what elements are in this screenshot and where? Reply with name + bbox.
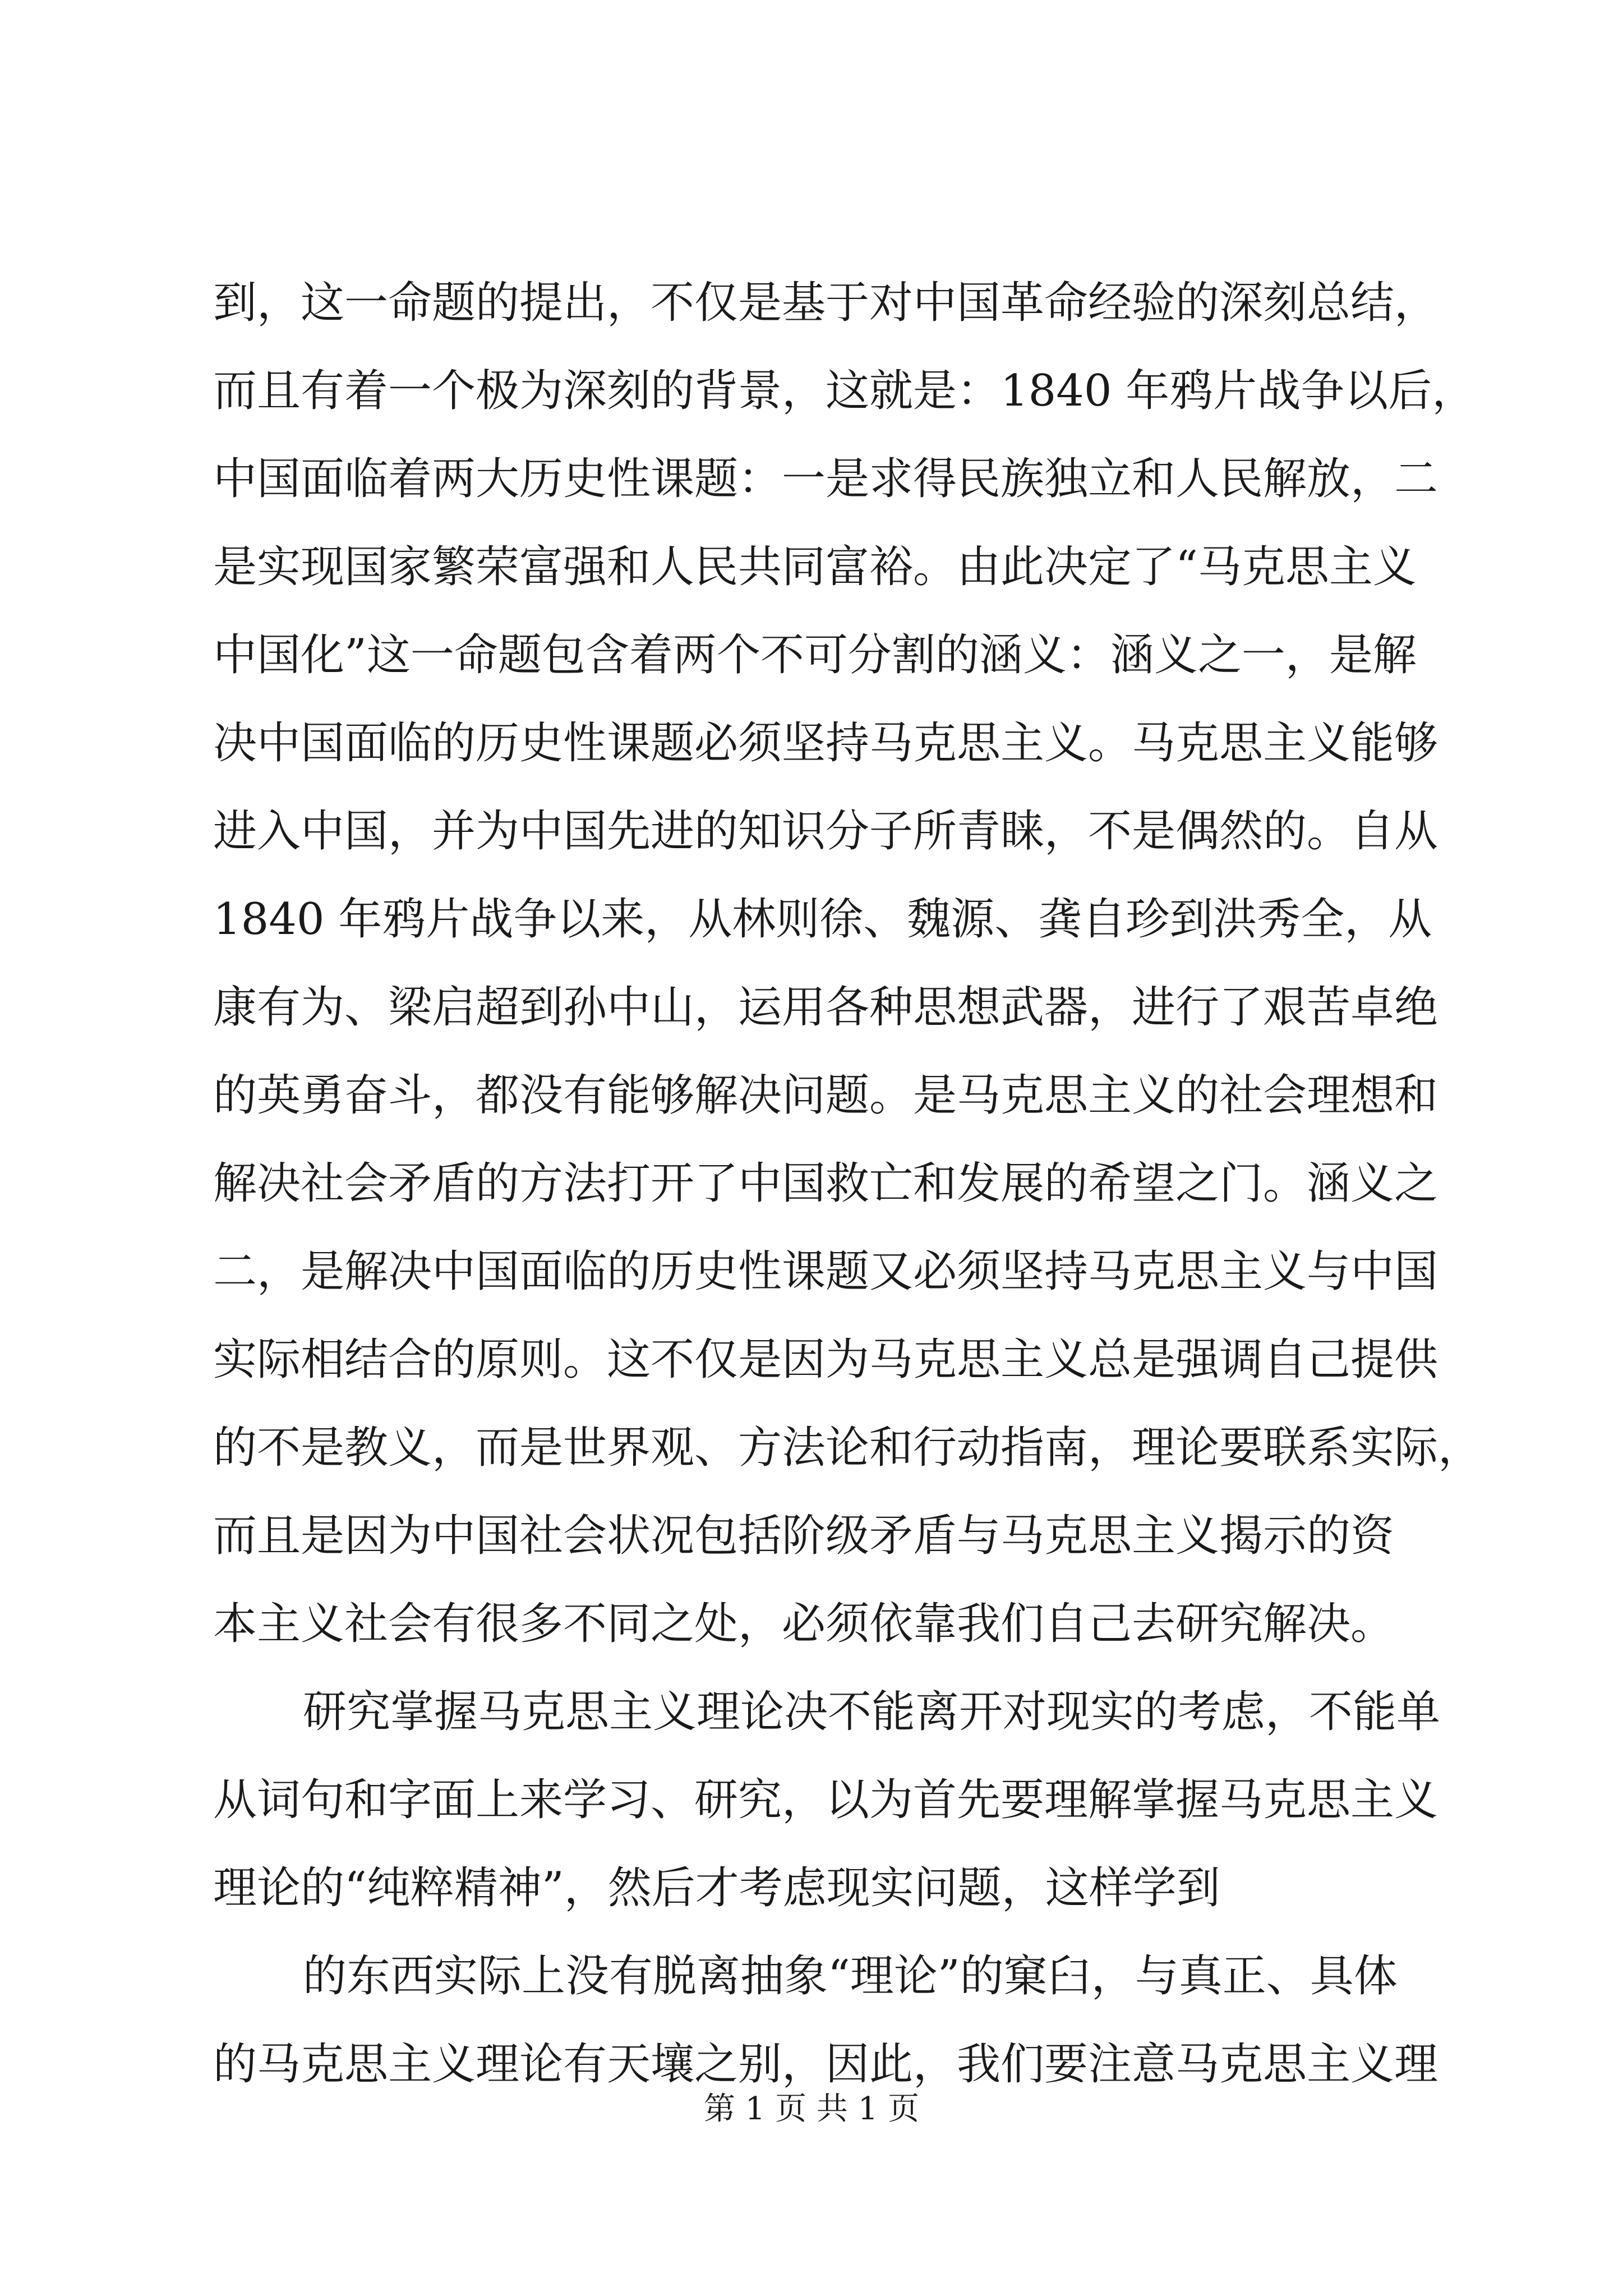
text-line: 理论的“纯粹精神”，然后才考虑现实问题，这样学到: [213, 1863, 1220, 1913]
text-line: 康有为、梁启超到孙中山，运用各种思想武器，进行了艰苦卓绝: [213, 982, 1438, 1033]
text-line: 到，这一命题的提出，不仅是基于对中国革命经验的深刻总结，: [213, 278, 1438, 328]
text-line: 而且有着一个极为深刻的背景，这就是：1840 年鸦片战争以后，: [213, 366, 1476, 416]
paragraph-first-line: 的东西实际上没有脱离抽象“理论”的窠臼，与真正、具体: [303, 1951, 1398, 2001]
text-line: 1840 年鸦片战争以来，从林则徐、魏源、龚自珍到洪秀全，从: [213, 894, 1432, 945]
paragraph-first-line: 研究掌握马克思主义理论决不能离开对现实的考虑，不能单: [303, 1687, 1441, 1737]
text-line: 决中国面临的历史性课题必须坚持马克思主义。马克思主义能够: [213, 718, 1438, 769]
text-line: 二，是解决中国面临的历史性课题又必须坚持马克思主义与中国: [213, 1246, 1438, 1297]
text-line: 本主义社会有很多不同之处，必须依靠我们自己去研究解决。: [213, 1599, 1395, 1649]
text-line: 实际相结合的原则。这不仅是因为马克思主义总是强调自己提供: [213, 1335, 1438, 1385]
text-line: 的马克思主义理论有天壤之别，因此，我们要注意马克思主义理: [213, 2039, 1438, 2090]
text-line: 中国面临着两大历史性课题：一是求得民族独立和人民解放，二: [213, 454, 1438, 504]
text-line: 从词句和字面上来学习、研究，以为首先要理解掌握马克思主义: [213, 1775, 1438, 1825]
text-line: 中国化”这一命题包含着两个不可分割的涵义：涵义之一，是解: [213, 630, 1417, 680]
text-line: 而且是因为中国社会状况包括阶级矛盾与马克思主义揭示的资: [213, 1511, 1395, 1561]
text-line: 是实现国家繁荣富强和人民共同富裕。由此决定了“马克思主义: [213, 542, 1417, 592]
page-number-footer: 第 1 页 共 1 页: [703, 2091, 920, 2127]
text-line: 解决社会矛盾的方法打开了中国救亡和发展的希望之门。涵义之: [213, 1158, 1438, 1209]
text-line: 的英勇奋斗，都没有能够解决问题。是马克思主义的社会理想和: [213, 1070, 1438, 1121]
text-line: 进入中国，并为中国先进的知识分子所青睐，不是偶然的。自从: [213, 806, 1438, 857]
text-line: 的不是教义，而是世界观、方法论和行动指南，理论要联系实际，: [213, 1423, 1482, 1473]
